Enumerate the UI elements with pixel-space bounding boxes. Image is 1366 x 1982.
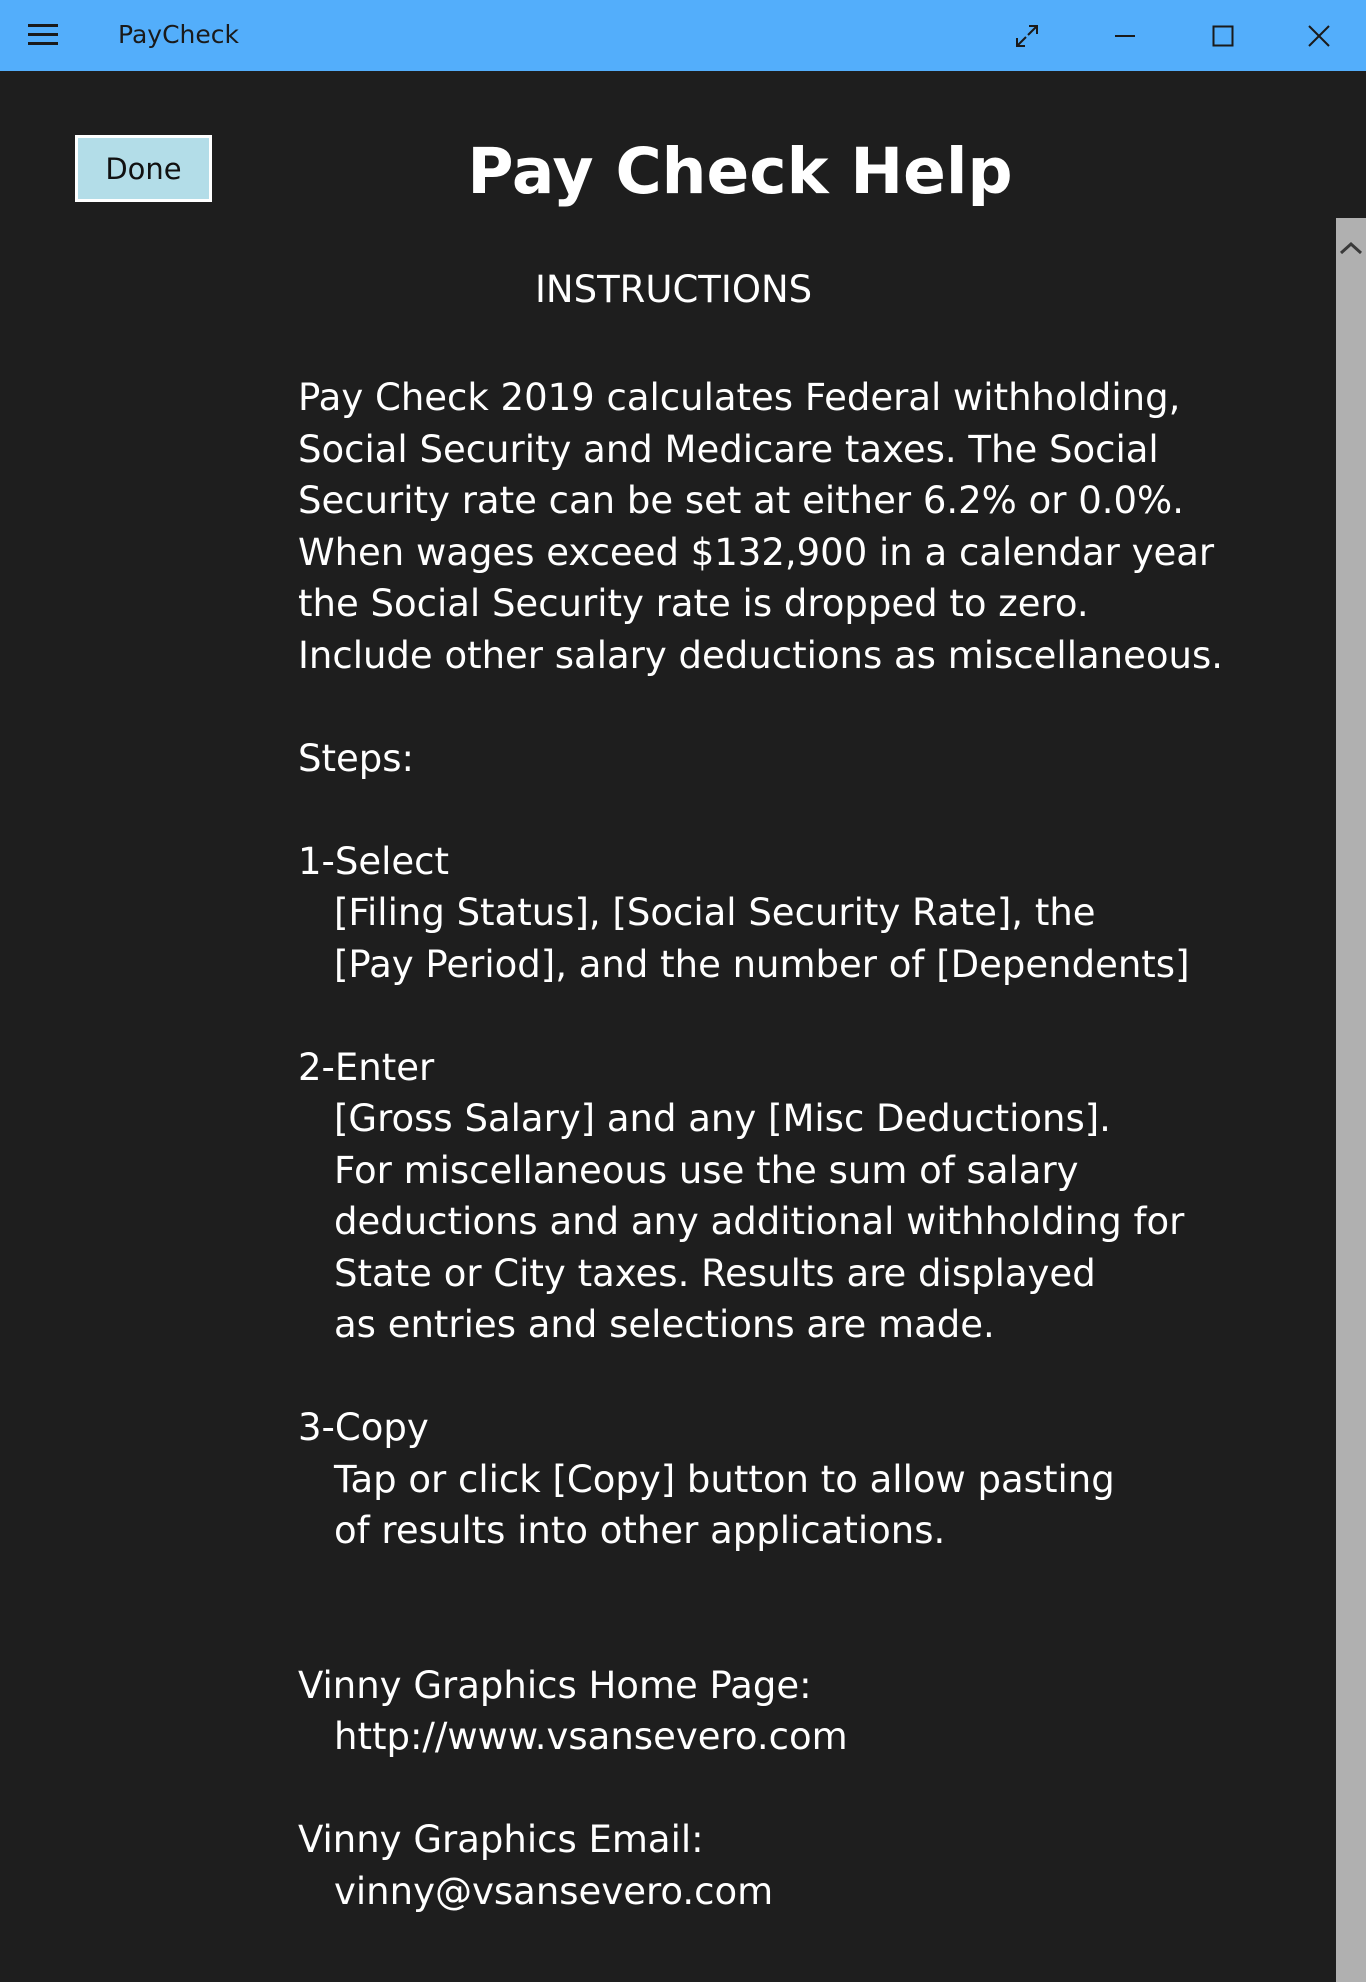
fullscreen-button[interactable] [978,0,1076,71]
close-icon [1307,24,1331,48]
step3-line: of results into other applications. [334,1509,946,1552]
minimize-button[interactable] [1076,0,1174,71]
intro-line: Security rate can be set at either 6.2% or 0.0%. [298,479,1184,522]
step1-heading: 1-Select [298,839,450,883]
minimize-icon [1114,25,1136,47]
expand-diagonal-icon [1015,24,1039,48]
intro-line: Include other salary deductions as miscellaneous. [298,633,1223,677]
chevron-up-icon [1338,240,1364,256]
intro-line: Pay Check 2019 calculates Federal withholding, [298,376,1181,419]
done-button[interactable]: Done [75,135,212,202]
intro-line: Social Security and Medicare taxes. The Social [298,427,1159,471]
step2-line: as entries and selections are made. [334,1303,995,1346]
vertical-scrollbar[interactable] [1336,218,1366,1982]
maximize-button[interactable] [1174,0,1272,71]
email-link[interactable]: vinny@vsansevero.com [334,1869,774,1913]
home-page-label: Vinny Graphics Home Page: [298,1663,812,1707]
step2-line: State or City taxes. Results are displayed [334,1251,1096,1295]
step2-line: [Gross Salary] and any [Misc Deductions]. [334,1097,1111,1140]
home-page-link[interactable]: http://www.vsansevero.com [334,1715,848,1758]
step2-line: deductions and any additional withholding for [334,1200,1185,1243]
instructions-heading: INSTRUCTIONS [535,268,813,311]
title-bar [0,0,1366,71]
help-text [298,372,1298,1917]
step1-line: [Pay Period], and the number of [Dependents] [334,942,1190,986]
close-button[interactable] [1272,0,1366,71]
maximize-icon [1212,25,1234,47]
step2-line: For miscellaneous use the sum of salary [334,1148,1079,1192]
step2-heading: 2-Enter [298,1045,435,1089]
hamburger-icon[interactable] [28,24,58,46]
intro-line: the Social Security rate is dropped to zero. [298,582,1089,625]
step3-line: Tap or click [Copy] button to allow pasting [334,1457,1115,1501]
scroll-up-button[interactable] [1336,240,1366,290]
email-label: Vinny Graphics Email: [298,1818,704,1861]
app-title: PayCheck [118,20,239,49]
steps-label: Steps: [298,736,414,780]
step1-line: [Filing Status], [Social Security Rate], the [334,891,1096,934]
intro-line: When wages exceed $132,900 in a calendar year [298,530,1215,574]
step3-heading: 3-Copy [298,1406,429,1449]
page-title: Pay Check Help [467,135,1013,208]
